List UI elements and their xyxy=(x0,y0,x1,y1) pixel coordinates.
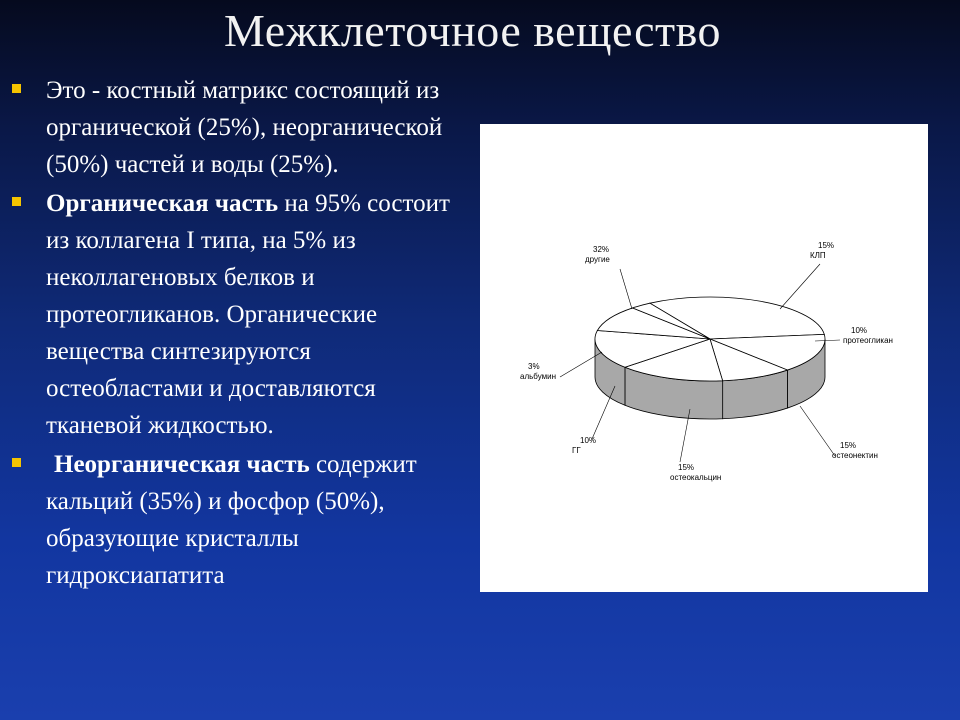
bullet-list xyxy=(12,72,472,596)
slice-pct-label: 15% xyxy=(818,241,835,250)
pie-chart xyxy=(480,124,928,592)
slice-pct-label: 10% xyxy=(580,436,597,445)
pie-chart-panel xyxy=(480,124,928,592)
bullet-text: содержит кальций (35%) и фосфор (50%), образующие кристаллы гидроксиапатита xyxy=(46,451,417,589)
slice-name-label: остеокальцин xyxy=(670,473,722,482)
slice-name-label: остеонектин xyxy=(832,451,878,460)
bullet-bold-text: Органическая часть xyxy=(46,190,279,217)
slice-name-label: протеогликан xyxy=(843,336,893,345)
slice-pct-label: 10% xyxy=(851,326,868,335)
bullet-marker-icon xyxy=(12,197,21,206)
leader-line-остеонектин xyxy=(800,406,835,456)
slice-name-label: ГГ xyxy=(572,446,581,455)
slice-name-label: альбумин xyxy=(520,372,556,381)
bullet-text: Это - костный матрикс состоящий из органической (25%), неорганической (50%) частей и воды (25%). xyxy=(46,77,443,178)
slice-name-label: КЛП xyxy=(810,251,826,260)
slice-pct-label: 3% xyxy=(528,362,540,371)
bullet-text: на 95% состоит из коллагена I типа, на 5% из неколлагеновых белков и протеогликанов. Органические вещества синтезируются остеобластами и доставляются тканевой жидкостью. xyxy=(46,190,450,439)
bullet-marker-icon xyxy=(12,458,21,467)
bullet-marker-icon xyxy=(12,84,21,93)
bullet-item xyxy=(12,72,472,183)
leader-line-ГГ xyxy=(592,386,615,439)
slice-name-label: другие xyxy=(585,255,610,264)
slide-title: Межклеточное вещество xyxy=(223,5,722,56)
slice-pct-label: 32% xyxy=(593,245,610,254)
leader-line-КЛП xyxy=(780,264,820,309)
slice-pct-label: 15% xyxy=(678,463,695,472)
bullet-item xyxy=(12,446,472,594)
bullet-bold-text: Неорганическая часть xyxy=(54,451,310,478)
bullet-item xyxy=(12,185,472,444)
slice-pct-label: 15% xyxy=(840,441,857,450)
leader-line-другие xyxy=(620,269,632,309)
